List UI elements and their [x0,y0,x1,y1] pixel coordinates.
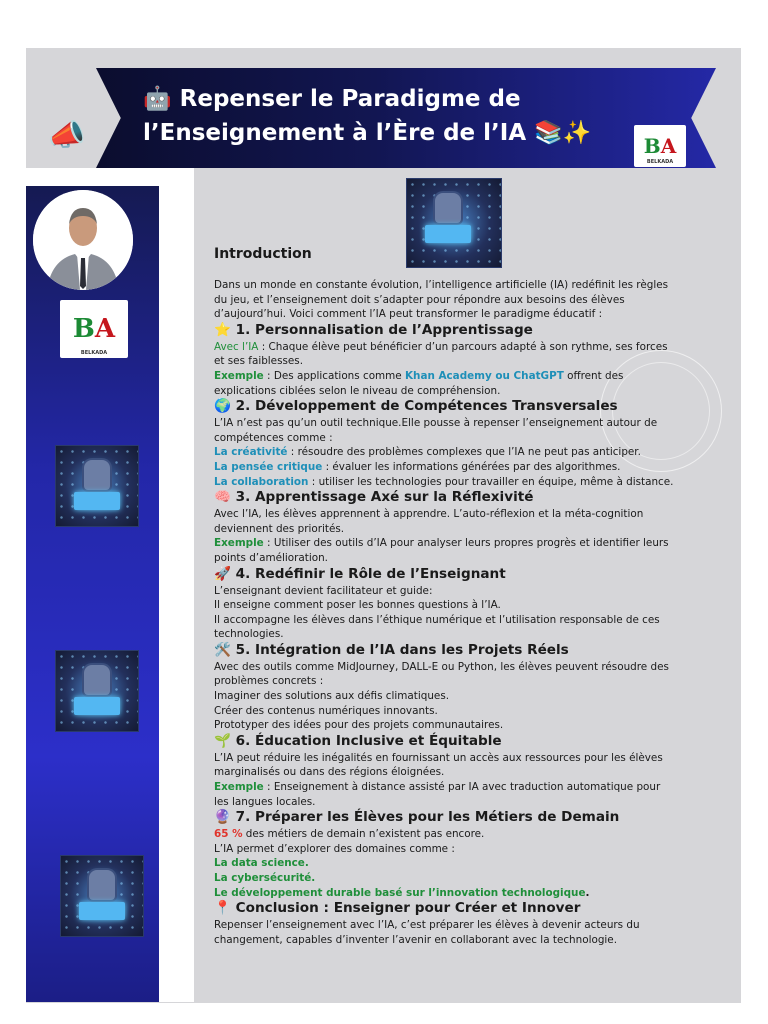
section-2-text: L’IA n’est pas qu’un outil technique.Elle pousse à repenser l’enseignement autour de compétences comme : [214,417,658,444]
section-5-line-1: Avec des outils comme MidJourney, DALL-E ou Python, les élèves peuvent résoudre des problèmes concrets : [214,660,669,688]
section-7-domain-3 [214,886,674,901]
megaphone-icon: 📣 [48,118,86,153]
section-4-line-3: Il accompagne les élèves dans l’éthique numérique et l’utilisation responsable de ces technologies. [214,613,660,641]
intro-text: Dans un monde en constante évolution, l’intelligence artificielle (IA) redéfinit les règles du jeu, et l’enseignement doit s’adapter pour répondre aux besoins des élèves d’aujourd’hui. Voici comment l’IA peut transformer le paradigme éducatif : [214,279,669,321]
section-2-item-2 [214,460,674,475]
ai-robot-image-sidebar-3 [60,855,144,937]
logo-caption: BELKADA [646,159,674,165]
s7-stat: 65 % [214,828,243,841]
s6-exemple-text: : Enseignement à distance assisté par IA avec traduction automatique pour les langues locales. [214,781,661,808]
section-7-stat-line [214,827,674,842]
s7-domain3-text: Le développement durable basé sur l’innovation technologique [214,886,586,899]
sidebar-logo-caption: BELKADA [80,350,108,356]
section-7-domain-2: La cybersécurité. [214,872,316,884]
s3-exemple-text: : Utiliser des outils d’IA pour analyser leurs propres progrès et identifier leurs points d’amélioration. [214,537,669,564]
section-2-item-3 [214,475,674,490]
intro-heading: Introduction [214,246,312,262]
sidebar-logo [60,300,128,358]
section-2-heading: 🌍 2. Développement de Compétences Transversales [214,398,618,415]
sidebar-logo-letter-b: B [72,314,95,344]
section-7-heading: 🔮 7. Préparer les Élèves pour les Métiers de Demain [214,809,620,826]
ai-robot-image [406,178,502,268]
section-5-line-4: Prototyper des idées pour des projets communautaires. [214,719,504,732]
section-1-line-2 [214,369,674,398]
title-line-1: 🤖 Repenser le Paradigme de [143,86,521,112]
section-6-heading: 🌱 6. Éducation Inclusive et Équitable [214,732,502,749]
s2-item3-text: : utiliser les technologies pour travailler en équipe, même à distance. [308,475,674,488]
section-6-example [214,780,674,809]
conclusion-text: Repenser l’enseignement avec l’IA, c’est préparer les élèves à devenir acteurs du changement, capables d’inventer l’avenir en collaborant avec la technologie. [214,919,640,946]
section-7-text: L’IA permet d’explorer des domaines comme : [214,842,455,855]
s3-exemple-label: Exemple [214,537,264,550]
s7-stat-text: des métiers de demain n’existent pas encore. [242,828,485,841]
section-6-text: L’IA peut réduire les inégalités en fournissant un accès aux ressources pour les élèves marginalisés ou dans des régions éloignées. [214,751,663,779]
section-3-text: Avec l’IA, les élèves apprennent à apprendre. L’auto-réflexion et la méta-cognition deviennent des priorités. [214,508,644,535]
person-icon [33,190,133,290]
s1-label-ia: Avec l’IA [214,340,259,353]
s2-item3-label: La collaboration [214,475,309,488]
conclusion-heading: 📍 Conclusion : Enseigner pour Créer et Innover [214,900,581,917]
ai-robot-image-sidebar-1 [55,445,139,527]
title-line-2: l’Enseignement à l’Ère de l’IA 📚✨ [143,120,592,146]
s1-pre: : Des applications comme [263,369,405,382]
section-4-heading: 🚀 4. Redéfinir le Rôle de l’Enseignant [214,565,506,582]
logo-letter-b: B [643,134,661,158]
s2-item2-label: La pensée critique [214,460,323,473]
section-3-example [214,536,674,565]
section-5-heading: 🛠️ 5. Intégration de l’IA dans les Projets Réels [214,641,569,658]
author-avatar [33,190,133,290]
s1-text-1: : Chaque élève peut bénéficier d’un parcours adapté à son rythme, ses forces et ses faiblesses. [214,340,668,368]
s2-item1-text: : résoudre des problèmes complexes que l’IA ne peut pas anticiper. [287,446,641,459]
white-band [26,168,194,186]
article-body [214,278,674,947]
s6-exemple-label: Exemple [214,781,264,794]
section-4-line-1: L’enseignant devient facilitateur et guide: [214,584,433,597]
section-3-heading: 🧠 3. Apprentissage Axé sur la Réflexivité [214,489,534,506]
sidebar-logo-letter-a: A [94,314,116,344]
section-1-heading: ⭐ 1. Personnalisation de l’Apprentissage [214,321,533,338]
section-7-domain-1: La data science. [214,857,309,870]
ai-robot-image-sidebar-2 [55,650,139,732]
s2-item2-text: : évaluer les informations générées par des algorithmes. [322,460,621,473]
section-4-line-2: Il enseigne comment poser les bonnes questions à l’IA. [214,599,501,612]
white-column [159,186,194,1002]
s1-post: offrent des explications ciblées selon le niveau de compréhension. [214,369,624,397]
s1-label-exemple: Exemple [214,369,264,382]
page-title [143,82,633,150]
logo-letter-a: A [660,134,677,158]
s7-domain3-end: . [585,886,590,899]
section-1-line-1 [214,340,674,369]
section-2-item-1 [214,445,674,460]
section-5-line-3: Créer des contenus numériques innovants. [214,704,438,717]
s1-apps: Khan Academy ou ChatGPT [405,369,564,382]
header-logo [634,125,686,167]
s2-item1-label: La créativité [214,446,288,459]
section-5-line-2: Imaginer des solutions aux défis climatiques. [214,690,450,703]
